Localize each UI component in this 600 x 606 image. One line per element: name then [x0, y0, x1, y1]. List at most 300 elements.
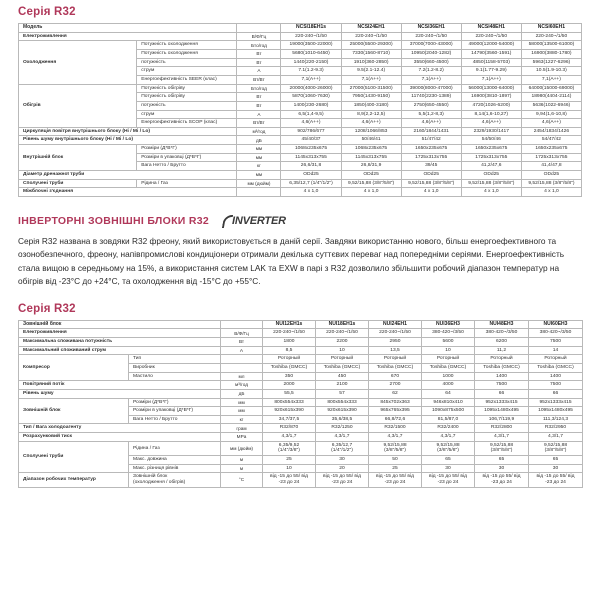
outdoor-row-unit-2: А — [221, 346, 263, 355]
indoor-cell-4-2: 7.2(1.2-8.2) — [401, 67, 461, 76]
outdoor-cell-2-5: 14 — [529, 346, 583, 355]
outdoor-cell-10-1: 35,6/38,5 — [316, 415, 369, 424]
outdoor-cell-13-0: 6,35/9,52 (1/4"/3/8") — [263, 441, 316, 455]
outdoor-cell-7-5: 66 — [529, 389, 583, 398]
indoor-cell-13-1: 1068x235x675 — [341, 145, 401, 154]
indoor-row — [19, 32, 582, 41]
outdoor-row-unit-5: мл — [221, 372, 263, 381]
outdoor-cell-8-5: 952x1333x415 — [529, 398, 583, 407]
indoor-cell-3-4: 5963(1227-6296) — [521, 58, 581, 67]
indoor-row-label-14: Розміри в упаковці (Д*В*Г) — [137, 153, 237, 162]
outdoor-cell-3-2: Роторный — [369, 355, 422, 364]
outdoor-row-unit-3 — [221, 355, 263, 364]
outdoor-row-unit-12: MPa — [221, 433, 263, 442]
indoor-row-unit-1: Бто/год — [237, 41, 281, 50]
indoor-cell-10-3: 4,6(A++) — [461, 119, 521, 128]
indoor-cell-7-4: 18980(4404-2114) — [521, 93, 581, 102]
outdoor-cell-4-2: Toshiba (GMCC) — [369, 363, 422, 372]
indoor-series-title: Серія R32 — [18, 6, 76, 18]
outdoor-cell-8-4: 952x1333x415 — [475, 398, 529, 407]
outdoor-row-label-13: Рідина / Газ — [129, 441, 221, 455]
outdoor-row-label-7: Рівень шуму — [19, 389, 221, 398]
outdoor-cell-14-3: 65 — [422, 456, 475, 465]
outdoor-row-label-6: Повітряний потік — [19, 381, 221, 390]
indoor-header-row — [19, 24, 582, 33]
indoor-cell-17-0: 6,35/12,7 (1/4"/1/2") — [281, 179, 341, 188]
indoor-cell-6-3: 56000(13000-64000) — [461, 84, 521, 93]
indoor-cell-18-0: 4 x 1,0 — [281, 188, 341, 197]
outdoor-cell-7-0: 55,5 — [263, 389, 316, 398]
outdoor-cell-7-4: 66 — [475, 389, 529, 398]
outdoor-cell-9-2: 965x765x395 — [369, 407, 422, 416]
indoor-cell-14-2: 1725x313x755 — [401, 153, 461, 162]
indoor-cell-17-3: 9,52/15,88 (3/8"/5/8") — [461, 179, 521, 188]
indoor-row-label-6: Потужність обігріву — [137, 84, 237, 93]
outdoor-cell-2-1: 10 — [316, 346, 369, 355]
indoor-cell-3-2: 3550(660-4500) — [401, 58, 461, 67]
indoor-cell-4-3: 9.1(1.77-9.29) — [461, 67, 521, 76]
outdoor-row — [19, 329, 583, 338]
outdoor-units-spec-table — [18, 320, 583, 488]
outdoor-cell-12-2: 4,3/1,7 — [369, 433, 422, 442]
outdoor-cell-15-4: 30 — [475, 464, 529, 473]
indoor-cell-9-0: 6,5(1,4-9,5) — [281, 110, 341, 119]
outdoor-cell-13-5: 9,52/15,88 (3/8"/5/8") — [529, 441, 583, 455]
indoor-cell-15-3: 41,2/47,6 — [461, 162, 521, 171]
outdoor-header-unit — [221, 320, 263, 329]
outdoor-row-unit-1: Вт — [221, 338, 263, 347]
outdoor-row-unit-11: грам — [221, 424, 263, 433]
indoor-cell-2-4: 16900(3880-1780) — [521, 50, 581, 59]
outdoor-cell-4-1: Toshiba (GMCC) — [316, 363, 369, 372]
indoor-row-label-12: Рівень шуму внутрішнього блоку (Hi / Mi / Lo) — [19, 136, 237, 145]
indoor-cell-1-4: 58000(13500-61000) — [521, 41, 581, 50]
indoor-cell-17-1: 9,52/15,88 (3/8"/5/8") — [341, 179, 401, 188]
indoor-cell-2-3: 14790(3560-1591) — [461, 50, 521, 59]
indoor-row-label-3: потужність — [137, 58, 237, 67]
indoor-cell-16-2: ODd25 — [401, 171, 461, 180]
indoor-cell-8-0: 1400(230-2680) — [281, 101, 341, 110]
indoor-cell-10-1: 4,6(A++) — [341, 119, 401, 128]
outdoor-cell-4-0: Toshiba (GMCC) — [263, 363, 316, 372]
indoor-cell-0-0: 220-240~/1/50 — [281, 32, 341, 41]
outdoor-row-label-8: Розміри (Д*В*Г) — [129, 398, 221, 407]
indoor-row-label-5: Енергоефективність SEER (клас) — [137, 75, 237, 84]
indoor-row-unit-16: мм — [237, 171, 281, 180]
indoor-cell-11-2: 2160/1844/1431 — [401, 127, 461, 136]
outdoor-row — [19, 389, 583, 398]
indoor-row — [19, 171, 582, 180]
indoor-row-unit-3: Вт — [237, 58, 281, 67]
outdoor-row-label-2: Максимальний споживаний струм — [19, 346, 221, 355]
outdoor-row-label-16: Зовнішній блок (охолодження / обігрів) — [129, 473, 221, 487]
indoor-cell-8-2: 2750(650-4550) — [401, 101, 461, 110]
indoor-cell-2-0: 5680(1010-6450) — [281, 50, 341, 59]
indoor-cell-5-4: 7,1(A++) — [521, 75, 581, 84]
indoor-row-label-18: Міжблочні з'єднання — [19, 188, 237, 197]
indoor-model-header-0: NCSI18EH1s — [281, 24, 341, 33]
indoor-cell-9-2: 5,5(1,2-8,3) — [401, 110, 461, 119]
inverter-logo — [223, 215, 286, 228]
indoor-units-spec-table — [18, 23, 582, 197]
outdoor-cell-11-3: R32/2400 — [422, 424, 475, 433]
outdoor-row-unit-9: мм — [221, 407, 263, 416]
indoor-row-unit-11: м³/год — [237, 127, 281, 136]
indoor-row — [19, 84, 582, 93]
indoor-cell-3-1: 1910(360-2850) — [341, 58, 401, 67]
outdoor-cell-14-0: 25 — [263, 456, 316, 465]
outdoor-cell-0-0: 220-240~/1/50 — [263, 329, 316, 338]
outdoor-row-label-10: Вага Нетто / Брутто — [129, 415, 221, 424]
outdoor-cell-11-4: R32/2800 — [475, 424, 529, 433]
outdoor-cell-6-5: 7500 — [529, 381, 583, 390]
outdoor-section-description: Серія R32 названа в зовдяки R32 фреону, який використовується в даній серії. Завдяки використанню нового, більш енергоефективного та озонобезпечного, фреону, напівпромислові кондиціонери отримали декілька суттєвих переваг над попередніми серіями. Енергоефективність стала вищою в середньому на 15%, а використання систем LAK та EXW в парі з R32 дозволило збільшити робочий діапазон температур на обігрів від -23°C до +24°C, та охолодження від -15°C до +55°C. — [18, 235, 565, 287]
outdoor-cell-11-2: R32/1500 — [369, 424, 422, 433]
outdoor-cell-12-0: 4,3/1,7 — [263, 433, 316, 442]
outdoor-cell-6-2: 2700 — [369, 381, 422, 390]
outdoor-cell-2-3: 10 — [422, 346, 475, 355]
indoor-cell-4-0: 7.1(1.2-9.3) — [281, 67, 341, 76]
indoor-row-label-7: Потужність обігріву — [137, 93, 237, 102]
indoor-row-unit-18 — [237, 188, 281, 197]
outdoor-row — [19, 381, 583, 390]
indoor-group-label-6: Обігрів — [19, 84, 137, 127]
outdoor-model-header-0: NUI12EH1s — [263, 320, 316, 329]
indoor-cell-11-4: 2454/1834/1426 — [521, 127, 581, 136]
outdoor-cell-12-4: 4,3/1,7 — [475, 433, 529, 442]
outdoor-cell-12-1: 4,3/1,7 — [316, 433, 369, 442]
outdoor-cell-9-1: 920x615x390 — [316, 407, 369, 416]
outdoor-row-unit-4 — [221, 363, 263, 372]
outdoor-cell-3-1: Роторный — [316, 355, 369, 364]
indoor-header-unit — [237, 24, 281, 33]
indoor-cell-12-3: 54/50/46 — [461, 136, 521, 145]
outdoor-cell-5-0: 350 — [263, 372, 316, 381]
outdoor-cell-1-5: 7500 — [529, 338, 583, 347]
outdoor-cell-0-5: 380-420~/3/50 — [529, 329, 583, 338]
indoor-cell-17-4: 9,52/15,88 (3/8"/5/8") — [521, 179, 581, 188]
outdoor-row-label-0: Електроживлення — [19, 329, 221, 338]
outdoor-row-label-5: Мастило — [129, 372, 221, 381]
indoor-row — [19, 41, 582, 50]
indoor-cell-0-3: 220-240~/1/50 — [461, 32, 521, 41]
outdoor-cell-6-0: 2000 — [263, 381, 316, 390]
outdoor-cell-8-1: 800x554x333 — [316, 398, 369, 407]
outdoor-cell-5-2: 670 — [369, 372, 422, 381]
indoor-cell-7-0: 5870(1060-7630) — [281, 93, 341, 102]
indoor-cell-15-2: 39/45 — [401, 162, 461, 171]
outdoor-model-header-3: NUI36EH3 — [422, 320, 475, 329]
outdoor-cell-14-2: 50 — [369, 456, 422, 465]
indoor-cell-14-1: 1145x313x755 — [341, 153, 401, 162]
outdoor-cell-12-3: 4,3/1,7 — [422, 433, 475, 442]
indoor-cell-10-0: 4,6(A++) — [281, 119, 341, 128]
outdoor-cell-6-3: 4000 — [422, 381, 475, 390]
indoor-row-unit-14: мм — [237, 153, 281, 162]
outdoor-row — [19, 433, 583, 442]
outdoor-cell-0-1: 220-240~/1/50 — [316, 329, 369, 338]
outdoor-group-label-13: Сполучені труби — [19, 441, 129, 473]
indoor-cell-4-1: 9.5(2.1-12.4) — [341, 67, 401, 76]
indoor-row-unit-12: дБ — [237, 136, 281, 145]
indoor-cell-14-3: 1725x313x755 — [461, 153, 521, 162]
outdoor-cell-15-2: 25 — [369, 464, 422, 473]
outdoor-cell-1-0: 1800 — [263, 338, 316, 347]
indoor-cell-0-2: 220-240~/1/50 — [401, 32, 461, 41]
outdoor-cell-9-4: 1095x1480x495 — [475, 407, 529, 416]
outdoor-cell-11-5: R32/2950 — [529, 424, 583, 433]
indoor-row-unit-2: Вт — [237, 50, 281, 59]
indoor-cell-14-0: 1145x313x755 — [281, 153, 341, 162]
indoor-cell-17-2: 9,52/15,88 (3/8"/5/8") — [401, 179, 461, 188]
indoor-cell-11-1: 1208/1066/853 — [341, 127, 401, 136]
indoor-cell-5-1: 7,1(A++) — [341, 75, 401, 84]
indoor-row-unit-8: Вт — [237, 101, 281, 110]
outdoor-cell-0-2: 220-240~/1/50 — [369, 329, 422, 338]
indoor-row-unit-7: Вт — [237, 93, 281, 102]
outdoor-row-label-11: Тип / Вага холодоагенту — [19, 424, 221, 433]
indoor-cell-9-1: 8,9(2,2-12,5) — [341, 110, 401, 119]
outdoor-cell-15-0: 10 — [263, 464, 316, 473]
indoor-cell-13-3: 1650x235x675 — [461, 145, 521, 154]
outdoor-row-label-1: Максимальна споживана потужність — [19, 338, 221, 347]
indoor-cell-12-4: 54/47/42 — [521, 136, 581, 145]
outdoor-cell-14-1: 30 — [316, 456, 369, 465]
indoor-row-label-2: Потужність охолодження — [137, 50, 237, 59]
indoor-cell-9-3: 8,14(1,6-10,27) — [461, 110, 521, 119]
outdoor-row-unit-6: м³/год — [221, 381, 263, 390]
outdoor-cell-2-0: 8,5 — [263, 346, 316, 355]
outdoor-cell-8-2: 845x702x363 — [369, 398, 422, 407]
indoor-cell-11-0: 902/786/677 — [281, 127, 341, 136]
inverter-logo-text: INVERTER — [232, 215, 286, 228]
outdoor-cell-10-4: 106,7/119,9 — [475, 415, 529, 424]
outdoor-cell-9-3: 1090x875x500 — [422, 407, 475, 416]
indoor-row-label-4: струм — [137, 67, 237, 76]
outdoor-header-row — [19, 320, 583, 329]
outdoor-cell-8-3: 946x810x410 — [422, 398, 475, 407]
indoor-row-unit-4: А — [237, 67, 281, 76]
outdoor-cell-1-2: 2950 — [369, 338, 422, 347]
indoor-row — [19, 136, 582, 145]
indoor-cell-6-1: 27000(5100-31500) — [341, 84, 401, 93]
indoor-cell-5-2: 7,1(A++) — [401, 75, 461, 84]
outdoor-cell-4-3: Toshiba (GMCC) — [422, 363, 475, 372]
outdoor-cell-3-5: Роторный — [529, 355, 583, 364]
indoor-row-unit-15: кг — [237, 162, 281, 171]
outdoor-cell-9-5: 1095x1480x495 — [529, 407, 583, 416]
outdoor-cell-11-1: R32/1250 — [316, 424, 369, 433]
indoor-row — [19, 179, 582, 188]
indoor-cell-12-2: 51/47/42 — [401, 136, 461, 145]
indoor-cell-16-1: ODd25 — [341, 171, 401, 180]
outdoor-row-unit-10: кг — [221, 415, 263, 424]
outdoor-row-unit-13: мм (дюйм) — [221, 441, 263, 455]
outdoor-cell-3-4: Роторный — [475, 355, 529, 364]
outdoor-row — [19, 424, 583, 433]
indoor-group-label-1: Охолодження — [19, 41, 137, 84]
outdoor-row-unit-15: м — [221, 464, 263, 473]
outdoor-cell-13-3: 9,52/15,88 (3/8"/5/8") — [422, 441, 475, 455]
outdoor-cell-1-3: 5600 — [422, 338, 475, 347]
indoor-cell-16-0: ODd25 — [281, 171, 341, 180]
outdoor-group-label-3: Компресор — [19, 355, 129, 381]
indoor-cell-18-4: 4 x 1,0 — [521, 188, 581, 197]
outdoor-row-label-9: Розміри в упаковці (Д*В*Г) — [129, 407, 221, 416]
outdoor-series-title: Серія R32 — [18, 302, 76, 315]
indoor-cell-14-4: 1725x313x755 — [521, 153, 581, 162]
outdoor-cell-16-4: від -15 до 55/ від -23 до 24 — [475, 473, 529, 487]
indoor-cell-16-3: ODd25 — [461, 171, 521, 180]
indoor-cell-3-3: 4850(1158-5703) — [461, 58, 521, 67]
outdoor-cell-16-5: від -15 до 55/ від -23 до 24 — [529, 473, 583, 487]
outdoor-model-header-2: NUI24EH1 — [369, 320, 422, 329]
indoor-cell-15-1: 26,8/31,9 — [341, 162, 401, 171]
indoor-model-header-2: NCSI36EH1 — [401, 24, 461, 33]
outdoor-cell-15-3: 30 — [422, 464, 475, 473]
outdoor-cell-3-3: Роторный — [422, 355, 475, 364]
indoor-cell-1-0: 19000(3500-22000) — [281, 41, 341, 50]
outdoor-cell-7-1: 57 — [316, 389, 369, 398]
indoor-row-label-10: Енергоефективність SCOP (клас) — [137, 119, 237, 128]
outdoor-model-header-4: NUI48EH3 — [475, 320, 529, 329]
indoor-row-unit-5: Вт/Вт — [237, 75, 281, 84]
outdoor-row — [19, 473, 583, 487]
outdoor-group-label-8: Зовнішній блок — [19, 398, 129, 424]
indoor-row-label-8: потужність — [137, 101, 237, 110]
indoor-cell-5-0: 7,1(A++) — [281, 75, 341, 84]
indoor-row — [19, 145, 582, 154]
indoor-row-unit-9: А — [237, 110, 281, 119]
indoor-cell-1-1: 25000(5500-29300) — [341, 41, 401, 50]
outdoor-cell-7-2: 62 — [369, 389, 422, 398]
indoor-cell-9-4: 9,94(1,6-10,8) — [521, 110, 581, 119]
indoor-cell-8-3: 4720(1026-6200) — [461, 101, 521, 110]
outdoor-cell-15-1: 20 — [316, 464, 369, 473]
indoor-cell-10-4: 4,6(A++) — [521, 119, 581, 128]
outdoor-cell-3-0: Роторный — [263, 355, 316, 364]
indoor-cell-13-0: 1068x235x675 — [281, 145, 341, 154]
indoor-row-unit-6: Бто/год — [237, 84, 281, 93]
indoor-row-unit-10: Вт/Вт — [237, 119, 281, 128]
indoor-cell-1-2: 37000(7000-43000) — [401, 41, 461, 50]
indoor-cell-7-3: 16900(3810-1897) — [461, 93, 521, 102]
outdoor-cell-11-0: R32/870 — [263, 424, 316, 433]
indoor-header-label: Модель — [19, 24, 237, 33]
indoor-cell-18-1: 4 x 1,0 — [341, 188, 401, 197]
outdoor-cell-13-4: 9,52/15,88 (3/8"/5/8") — [475, 441, 529, 455]
outdoor-model-header-5: NUI60EH3 — [529, 320, 583, 329]
outdoor-row-unit-0: В/Ф/Гц — [221, 329, 263, 338]
indoor-row — [19, 188, 582, 197]
outdoor-row-label-4: Виробник — [129, 363, 221, 372]
indoor-cell-8-4: 5636(1022-6946) — [521, 101, 581, 110]
indoor-row-label-9: струм — [137, 110, 237, 119]
indoor-model-header-3: NCSI48EH1 — [461, 24, 521, 33]
spec-sheet-page — [0, 6, 600, 606]
outdoor-cell-15-5: 30 — [529, 464, 583, 473]
outdoor-cell-16-0: від -15 до 55/ від -23 до 24 — [263, 473, 316, 487]
outdoor-cell-2-2: 13,5 — [369, 346, 422, 355]
outdoor-row-label-15: Макс. різниця рівнів — [129, 464, 221, 473]
indoor-row — [19, 127, 582, 136]
outdoor-cell-0-3: 380-420~/3/50 — [422, 329, 475, 338]
outdoor-cell-10-5: 111,3/124,3 — [529, 415, 583, 424]
indoor-model-header-1: NCSI24EH1 — [341, 24, 401, 33]
indoor-cell-5-3: 7,1(A++) — [461, 75, 521, 84]
indoor-cell-3-0: 1440(220-2150) — [281, 58, 341, 67]
outdoor-cell-7-3: 64 — [422, 389, 475, 398]
indoor-row-label-11: Циркуляція повітря внутрішнього блоку (Hi / Mi / Lo) — [19, 127, 237, 136]
indoor-cell-0-4: 220-240~/1/50 — [521, 32, 581, 41]
outdoor-section-title: ІНВЕРТОРНІ ЗОВНІШНІ БЛОКИ R32 — [18, 215, 210, 228]
outdoor-row — [19, 355, 583, 364]
indoor-cell-18-3: 4 x 1,0 — [461, 188, 521, 197]
indoor-cell-7-2: 11740(2230-1389) — [401, 93, 461, 102]
indoor-cell-10-2: 4,6(A++) — [401, 119, 461, 128]
indoor-row-unit-0: В/Ф/Гц — [237, 32, 281, 41]
outdoor-cell-12-5: 4,3/1,7 — [529, 433, 583, 442]
outdoor-row-label-14: Макс. довжина — [129, 456, 221, 465]
indoor-row-unit-17: мм (дюйм) — [237, 179, 281, 188]
outdoor-cell-16-2: від -15 до 55/ від -23 до 24 — [369, 473, 422, 487]
outdoor-cell-14-5: 65 — [529, 456, 583, 465]
indoor-cell-1-3: 49000(12000-54000) — [461, 41, 521, 50]
outdoor-cell-1-1: 2200 — [316, 338, 369, 347]
indoor-cell-6-2: 39000(8000-47000) — [401, 84, 461, 93]
outdoor-cell-16-3: від -15 до 55/ від -23 до 24 — [422, 473, 475, 487]
indoor-group-label-17: Сполучені труби — [19, 179, 137, 188]
indoor-cell-4-4: 10.5(1.9-10.3) — [521, 67, 581, 76]
indoor-row-label-15: Вага Нетто / Брутто — [137, 162, 237, 171]
outdoor-row-unit-8: мм — [221, 398, 263, 407]
indoor-group-label-13: Внутрішній блок — [19, 145, 137, 171]
indoor-row-unit-13: мм — [237, 145, 281, 154]
outdoor-cell-4-5: Toshiba (GMCC) — [529, 363, 583, 372]
outdoor-cell-5-1: 450 — [316, 372, 369, 381]
outdoor-model-header-1: NUI18EH1s — [316, 320, 369, 329]
outdoor-cell-0-4: 380-420~/3/50 — [475, 329, 529, 338]
outdoor-cell-5-4: 1400 — [475, 372, 529, 381]
outdoor-row-unit-14: м — [221, 456, 263, 465]
outdoor-cell-10-2: 66,8/72,6 — [369, 415, 422, 424]
outdoor-section-header — [18, 215, 600, 228]
outdoor-row — [19, 441, 583, 455]
outdoor-cell-10-3: 81,5/87,0 — [422, 415, 475, 424]
outdoor-cell-9-0: 920x615x390 — [263, 407, 316, 416]
outdoor-group-label-16: Діапазон робочих температур — [19, 473, 129, 487]
indoor-cell-13-4: 1650x235x675 — [521, 145, 581, 154]
indoor-cell-11-3: 2329/1930/1417 — [461, 127, 521, 136]
outdoor-row-label-12: Розрахунковий тиск — [19, 433, 221, 442]
indoor-cell-12-1: 50/46/41 — [341, 136, 401, 145]
indoor-model-header-4: NCSI60EH1 — [521, 24, 581, 33]
indoor-cell-8-1: 1850(400-3180) — [341, 101, 401, 110]
outdoor-cell-16-1: від -15 до 55/ від -23 до 24 — [316, 473, 369, 487]
indoor-row-label-17: Рідина / Газ — [137, 179, 237, 188]
outdoor-row — [19, 398, 583, 407]
indoor-cell-15-4: 41,4/47,8 — [521, 162, 581, 171]
outdoor-row-unit-16: °C — [221, 473, 263, 487]
outdoor-row — [19, 346, 583, 355]
outdoor-cell-5-3: 1000 — [422, 372, 475, 381]
indoor-cell-7-1: 7950(1430-9150) — [341, 93, 401, 102]
outdoor-cell-6-4: 7500 — [475, 381, 529, 390]
outdoor-header-label: Зовнішній блок — [19, 320, 221, 329]
indoor-cell-13-2: 1650x235x675 — [401, 145, 461, 154]
indoor-cell-0-1: 220-240~/1/50 — [341, 32, 401, 41]
outdoor-cell-2-4: 11,2 — [475, 346, 529, 355]
